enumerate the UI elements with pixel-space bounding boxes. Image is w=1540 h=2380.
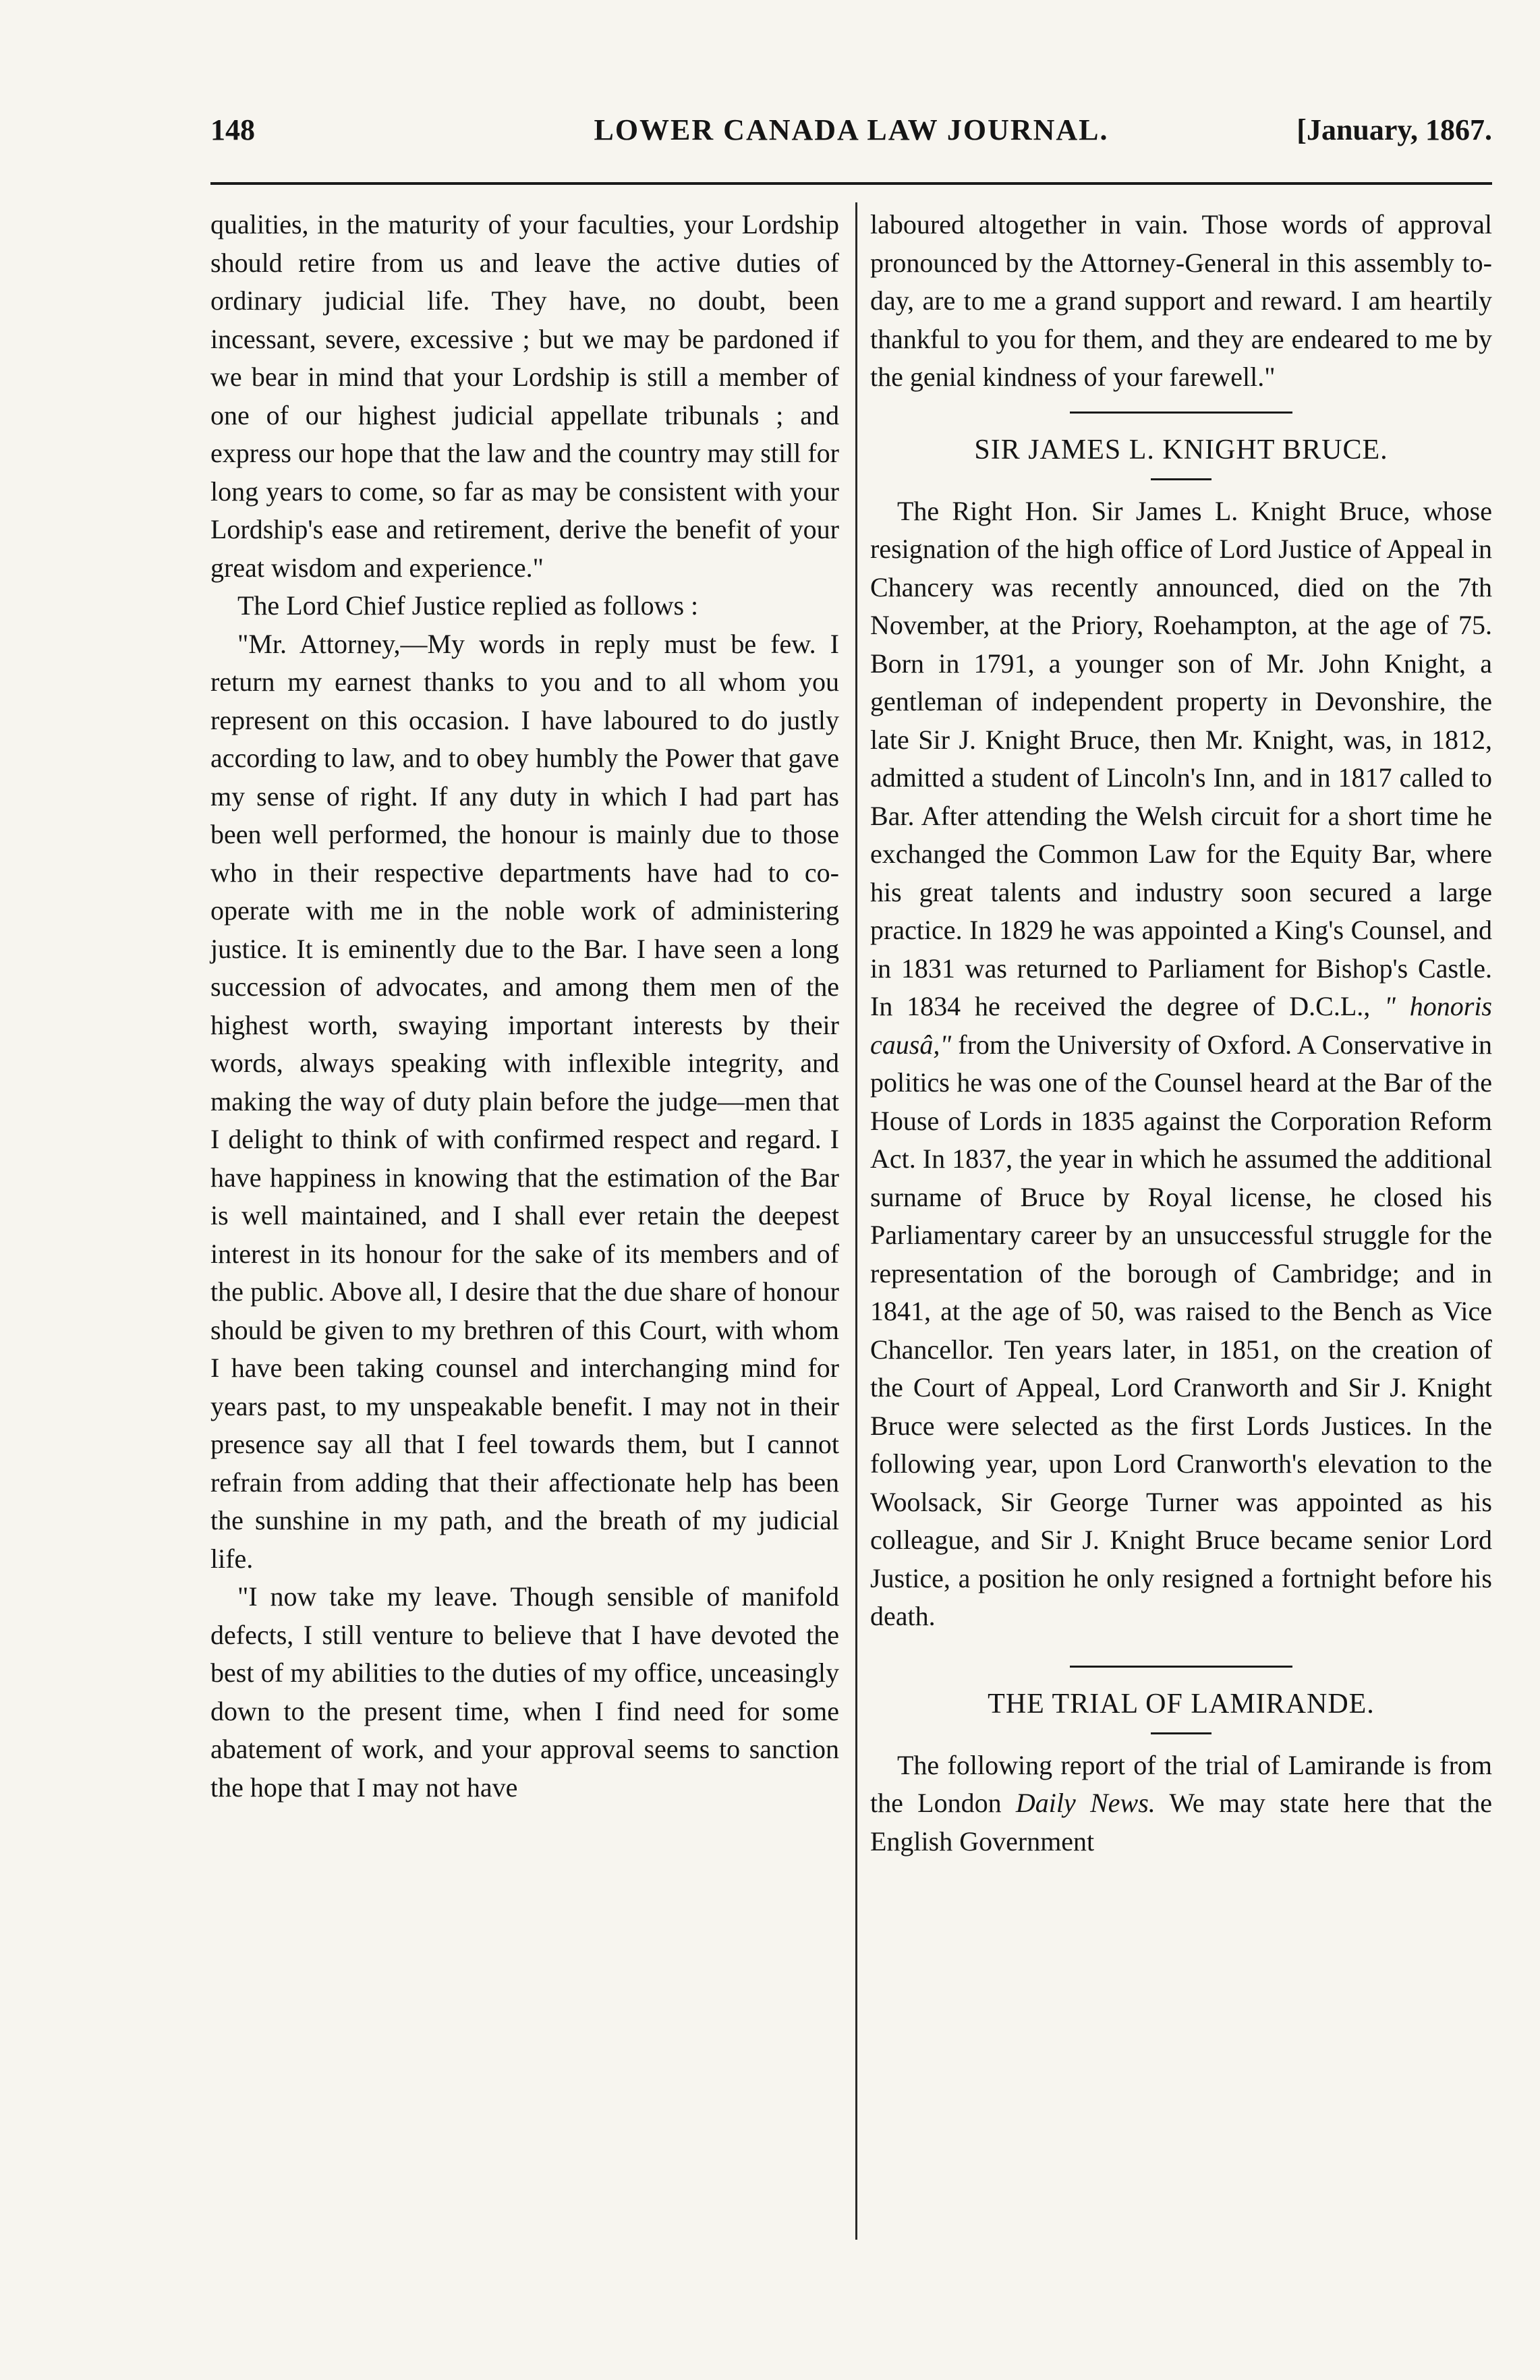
obituary-text: The Right Hon. Sir James L. Knight Bruce, whose resignation of the high office of Lord Justice of Appeal in Chancery was recently announced, died on the 7th November, at the Priory, Roehampton, at the age of 75. Born in 1791, a younger son of Mr. John Knight, a gentleman of independent property in Devonshire, the late Sir J. Knight Bruce, then Mr. Knight, was, in 1812, admitted a student of Lincoln's Inn, and in 1817 called to Bar. After attending the Welsh circuit for a short time he exchanged the Common Law for the Equity Bar, where his great talents and industry soon secured a large practice. In 1829 he was appointed a King's Counsel, and in 1831 was returned to Parliament for Bishop's Castle. In 1834 he received the degree of D.C.L., — [870, 495, 1492, 1021]
heading-rule — [1151, 478, 1211, 480]
section-heading-lamirande: THE TRIAL OF LAMIRANDE. — [988, 1688, 1375, 1720]
issue-date: [January, 1867. — [1296, 113, 1492, 146]
header-rule — [210, 182, 1492, 185]
trial-intro-continued: We may state here that the English Government — [870, 1788, 1493, 1857]
right-paragraph-1: laboured altogether in vain. Those words of approval pronounced by the Attorney-General in this assembly to-day, are to me a grand support and reward. I am heartily thankful to you for them, and they are endeared to me by the genial kindness of your farewell." — [870, 209, 1492, 392]
journal-title: LOWER CANADA LAW JOURNAL. — [594, 113, 1109, 146]
trial-intro-text: The following report of the trial of Lamirande is from the London — [870, 1749, 1492, 1818]
right-paragraph-3 — [870, 1747, 1492, 1861]
left-paragraph-1: qualities, in the maturity of your faculties, your Lordship should retire from us and leave the active duties of ordinary judicial life. They have, no doubt, been incessant, severe, excessive ; but we may be pardoned if we bear in mind that your Lordship is still a member of one of our highest judicial appellate tribunals ; and express our hope that the law and the country may still for long years to come, so far as may be consistent with your Lordship's ease and retirement, derive the benefit of your great wisdom and experience." — [210, 209, 839, 583]
honoris-causa: " honoris causâ," — [870, 991, 1493, 1060]
page-number: 148 — [210, 113, 255, 146]
section-rule — [1070, 412, 1292, 414]
left-paragraph-2: The Lord Chief Justice replied as follows : — [237, 590, 699, 621]
right-paragraph-2 — [870, 492, 1492, 1636]
running-header — [210, 107, 1492, 154]
right-column — [870, 206, 1492, 1861]
heading-rule-2 — [1151, 1732, 1211, 1734]
left-paragraph-4: "I now take my leave. Though sensible of manifold defects, I still venture to believe that I have devoted the best of my abilities to the duties of my office, unceasingly down to the present time, when I find need for some abatement of work, and your approval seems to sanction the hope that I may not have — [210, 1581, 839, 1803]
column-divider — [855, 202, 857, 2240]
left-column — [210, 206, 839, 1807]
obituary-text-continued: from the University of Oxford. A Conservative in politics he was one of the Counsel heard at the Bar of the House of Lords in 1835 against the Corporation Reform Act. In 1837, the year in which he assumed the additional surname of Bruce by Royal license, he closed his Parliamentary career by an unsuccessful struggle for the representation of the borough of Cambridge; and in 1841, at the age of 50, was raised to the Bench as Vice Chancellor. Ten years later, in 1851, on the creation of the Court of Appeal, Lord Cranworth and Sir J. Knight Bruce were selected as the first Lords Justices. In the following year, upon Lord Cranworth's elevation to the Woolsack, Sir George Turner was appointed as his colleague, and Sir J. Knight Bruce became senior Lord Justice, a position he only resigned a fortnight before his death. — [870, 1029, 1493, 1631]
section-rule-2 — [1070, 1666, 1292, 1668]
section-heading-knight-bruce: SIR JAMES L. KNIGHT BRUCE. — [974, 434, 1388, 465]
left-paragraph-3: "Mr. Attorney,—My words in reply must be few. I return my earnest thanks to you and to all whom you represent on this occasion. I have laboured to do justly according to law, and to obey humbly the Power that gave my sense of right. If any duty in which I had part has been well performed, the honour is mainly due to those who in their respective departments have had to co-operate with me in the noble work of administering justice. It is eminently due to the Bar. I have seen a long succession of advocates, and among them men of the highest worth, swaying important interests by their words, always speaking with inflexible integrity, and making the way of duty plain before the judge—men that I delight to think of with confirmed respect and regard. I have happiness in knowing that the estimation of the Bar is well maintained, and I shall ever retain the deepest interest in its honour for the sake of its members and of the public. Above all, I desire that the due share of honour should be given to my brethren of this Court, with whom I have been taking counsel and interchanging mind for years past, to my unspeakable benefit. I may not in their presence say all that I feel towards them, but I cannot refrain from adding that their affectionate help has been the sunshine in my path, and the breath of my judicial life. — [210, 628, 839, 1574]
newspaper-name: Daily News. — [1015, 1788, 1156, 1818]
